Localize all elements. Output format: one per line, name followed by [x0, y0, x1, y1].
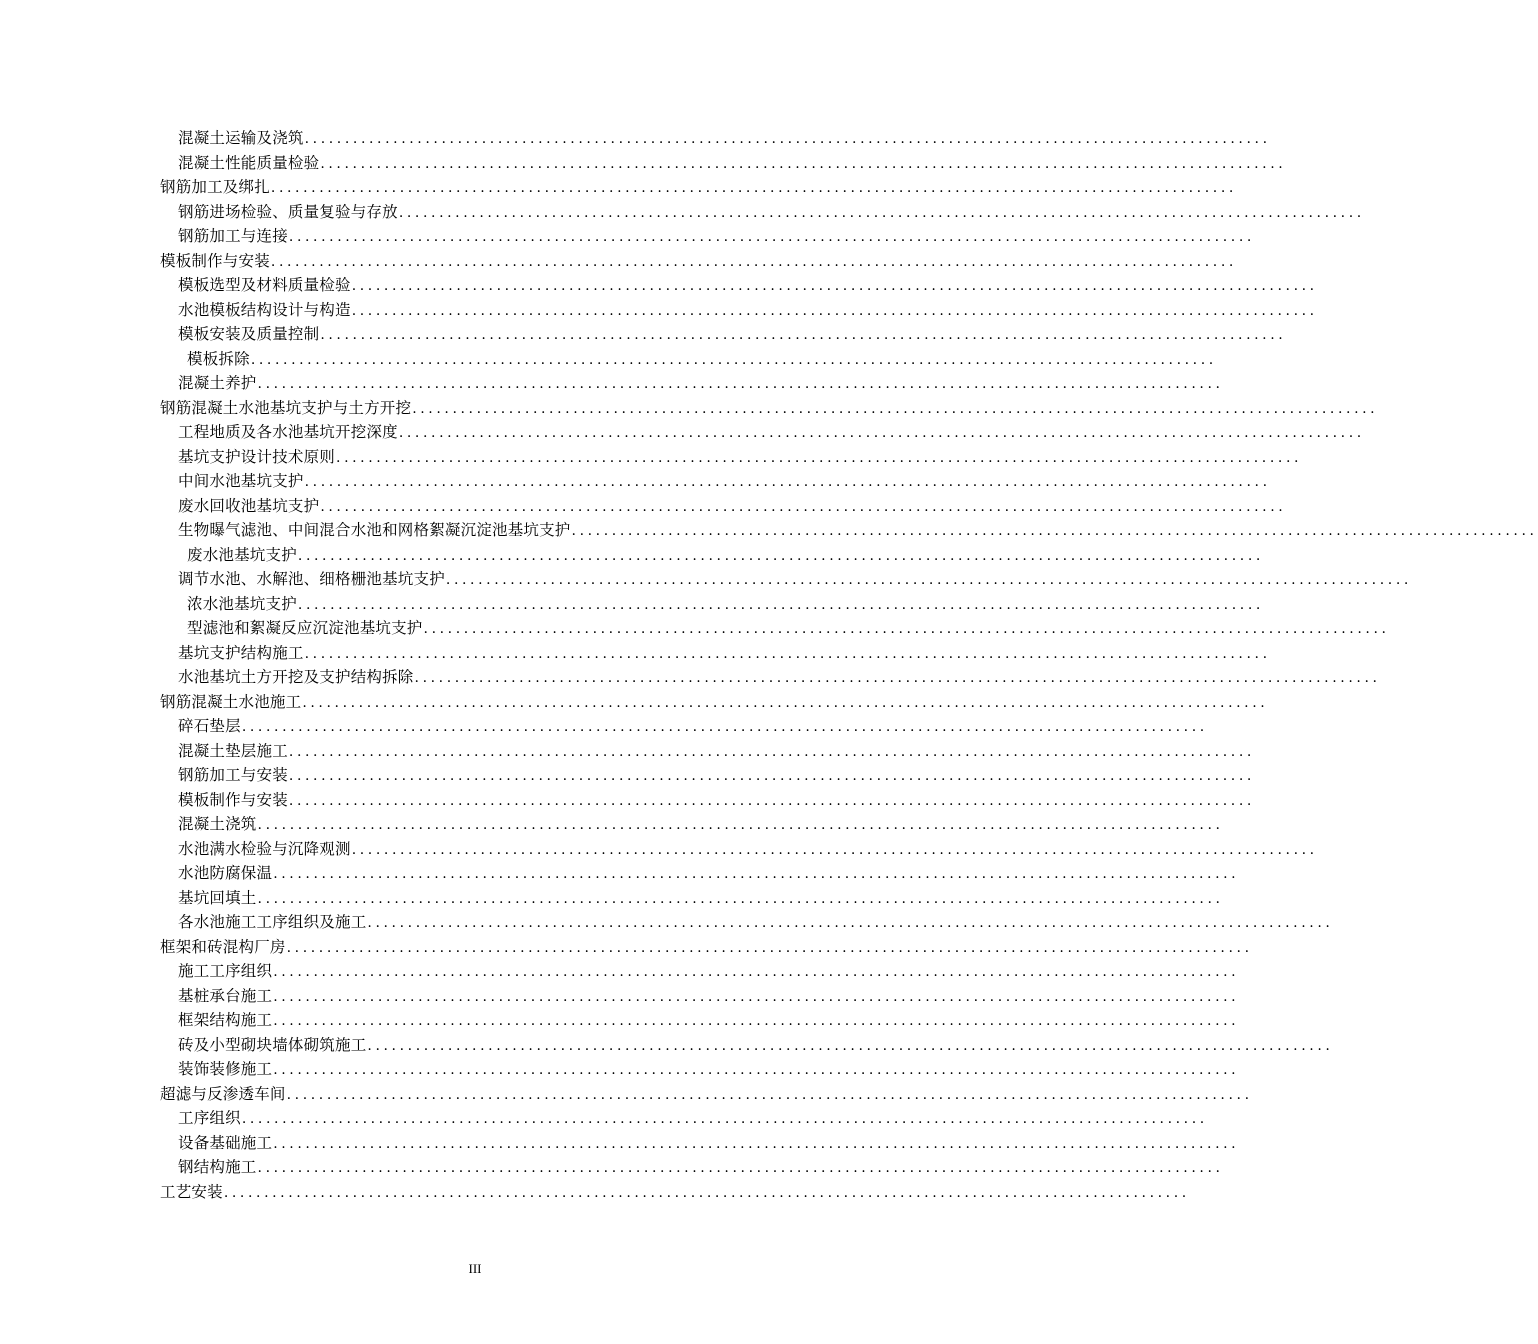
toc-leader-dots: ........................................................................................................................: [286, 1086, 1253, 1103]
toc-entry-title: 装饰装修施工: [178, 1060, 273, 1078]
toc-leader-dots: ........................................................................................................................: [297, 596, 1264, 613]
toc-leader-dots: ........................................................................................................................: [286, 939, 1253, 956]
toc-entry[interactable]: [160, 592, 1264, 617]
toc-entry[interactable]: [160, 224, 1255, 249]
toc-entry-title: 水池满水检验与沉降观测: [178, 839, 351, 858]
toc-entry[interactable]: [160, 1106, 1208, 1131]
toc-leader-dots: ........................................................................................................................: [241, 1111, 1208, 1127]
toc-leader-dots: ........................................................................................................................: [336, 449, 1303, 466]
toc-leader-dots: ........................................................................................................................: [351, 302, 1318, 319]
toc-leader-dots: ........................................................................................................................: [367, 915, 1334, 931]
toc-entry[interactable]: [160, 788, 1255, 813]
toc-leader-dots: ........................................................................................................................: [367, 1037, 1334, 1054]
toc-entry-title: 混凝土垫层施工: [178, 741, 288, 760]
toc-entry[interactable]: [160, 518, 1538, 543]
toc-leader-dots: ........................................................................................................................: [320, 498, 1287, 515]
toc-leader-dots: ........................................................................................................................: [320, 327, 1287, 343]
toc-entry-title: 模板选型及材料质量检验: [178, 276, 351, 294]
toc-entry-title: 钢筋加工与安装: [178, 766, 288, 784]
toc-entry[interactable]: [160, 861, 1240, 886]
toc-entry-title: 砖及小型砌块墙体砌筑施工: [178, 1035, 367, 1054]
toc-entry[interactable]: [160, 151, 1287, 176]
toc-entry-title: 钢筋加工与连接: [178, 227, 288, 245]
toc-leader-dots: ........................................................................................................................: [273, 1013, 1240, 1029]
toc-leader-dots: ........................................................................................................................: [351, 841, 1318, 858]
toc-leader-dots: ........................................................................................................................: [297, 547, 1264, 564]
toc-entry[interactable]: [160, 200, 1365, 225]
toc-entry-title: 模板制作与安装: [160, 251, 270, 270]
toc-leader-dots: ........................................................................................................................: [270, 253, 1237, 270]
toc-entry[interactable]: [160, 1033, 1334, 1058]
toc-leader-dots: ........................................................................................................................: [571, 523, 1538, 539]
toc-entry[interactable]: [160, 322, 1287, 347]
toc-entry[interactable]: [160, 935, 1253, 960]
toc-entry-title: 废水池基坑支护: [187, 545, 297, 564]
toc-leader-dots: ........................................................................................................................: [288, 768, 1255, 784]
toc-entry-title: 工序组织: [178, 1109, 241, 1127]
toc-leader-dots: ........................................................................................................................: [445, 572, 1412, 588]
toc-entry-title: 混凝土浇筑: [178, 815, 257, 833]
toc-leader-dots: ........................................................................................................................: [288, 229, 1255, 245]
toc-entry-title: 超滤与反渗透车间: [160, 1084, 286, 1103]
toc-leader-dots: ........................................................................................................................: [414, 670, 1381, 686]
toc-leader-dots: ........................................................................................................................: [273, 1135, 1240, 1152]
toc-entry[interactable]: [160, 273, 1318, 298]
toc-entry-title: 基坑支护结构施工: [178, 643, 304, 662]
toc-leader-dots: ........................................................................................................................: [257, 376, 1224, 392]
toc-entry[interactable]: [160, 1082, 1253, 1107]
toc-entry-title: 工程地质及各水池基坑开挖深度: [178, 423, 398, 441]
toc-entry[interactable]: [160, 763, 1255, 788]
toc-entry-title: 基坑支护设计技术原则: [178, 447, 336, 466]
toc-entry[interactable]: [160, 543, 1264, 568]
toc-entry-title: 钢筋进场检验、质量复验与存放: [178, 202, 398, 221]
toc-leader-dots: ........................................................................................................................: [241, 719, 1208, 735]
toc-entry-title: 钢筋加工及绑扎: [160, 178, 270, 196]
toc-entry[interactable]: [160, 984, 1240, 1009]
toc-entry-title: 浓水池基坑支护: [187, 594, 297, 613]
toc-entry[interactable]: [160, 175, 1237, 200]
toc-entry-title: 框架和砖混构厂房: [160, 937, 286, 956]
toc-leader-dots: ........................................................................................................................: [273, 1062, 1240, 1078]
toc-entry[interactable]: [160, 396, 1379, 421]
toc-leader-dots: ........................................................................................................................: [423, 621, 1390, 637]
toc-leader-dots: ........................................................................................................................: [288, 743, 1255, 760]
toc-entry-title: 模板安装及质量控制: [178, 325, 320, 343]
toc-entry[interactable]: [160, 910, 1334, 935]
toc-leader-dots: ........................................................................................................................: [304, 645, 1271, 662]
toc-entry[interactable]: [160, 249, 1237, 274]
toc-entry[interactable]: [160, 494, 1287, 519]
toc-entry-title: 水池基坑土方开挖及支护结构拆除: [178, 668, 414, 686]
toc-entry[interactable]: [160, 1155, 1224, 1180]
toc-leader-dots: ........................................................................................................................: [250, 351, 1217, 368]
toc-leader-dots: ........................................................................................................................: [412, 400, 1379, 417]
toc-entry[interactable]: [160, 739, 1255, 764]
toc-leader-dots: ........................................................................................................................: [273, 866, 1240, 882]
toc-entry-title: 混凝土性能质量检验: [178, 153, 320, 172]
toc-leader-dots: ........................................................................................................................: [223, 1184, 1190, 1201]
toc-leader-dots: ........................................................................................................................: [320, 155, 1287, 172]
toc-entry-title: 基坑回填土: [178, 888, 257, 907]
toc-entry-title: 施工工序组织: [178, 962, 273, 980]
toc-leader-dots: ........................................................................................................................: [257, 1160, 1224, 1176]
toc-entry-title: 各水池施工工序组织及施工: [178, 913, 367, 931]
toc-entry-title: 水池模板结构设计与构造: [178, 300, 351, 319]
toc-entry[interactable]: [160, 837, 1318, 862]
toc-entry[interactable]: [160, 567, 1412, 592]
toc-entry[interactable]: [160, 298, 1318, 323]
toc-entry[interactable]: [160, 1057, 1240, 1082]
toc-entry-title: 钢筋混凝土水池施工: [160, 692, 302, 711]
toc-entry[interactable]: [160, 886, 1224, 911]
toc-entry[interactable]: [160, 616, 1390, 641]
toc-leader-dots: ........................................................................................................................: [302, 694, 1269, 711]
toc-entry-title: 调节水池、水解池、细格栅池基坑支护: [178, 570, 445, 588]
toc-entry-title: 水池防腐保温: [178, 864, 273, 882]
toc-entry-title: 模板制作与安装: [178, 790, 288, 809]
toc-entry[interactable]: [160, 445, 1303, 470]
toc-leader-dots: ........................................................................................................................: [304, 131, 1271, 147]
toc-entry[interactable]: [160, 420, 1365, 445]
toc-entry-title: 基桩承台施工: [178, 986, 273, 1005]
toc-leader-dots: ........................................................................................................................: [273, 964, 1240, 980]
toc-leader-dots: ........................................................................................................................: [257, 890, 1224, 907]
toc-entry-title: 钢结构施工: [178, 1158, 257, 1176]
page-number: III: [468, 1261, 482, 1276]
toc-entry[interactable]: [160, 347, 1217, 372]
toc-entry-title: 框架结构施工: [178, 1011, 273, 1029]
toc-entry[interactable]: [160, 371, 1224, 396]
toc-entry-title: 钢筋混凝土水池基坑支护与土方开挖: [160, 398, 412, 417]
toc-entry-title: 混凝土运输及浇筑: [178, 129, 304, 147]
toc-entry-title: 中间水池基坑支护: [178, 472, 304, 490]
toc-entry-title: 模板拆除: [187, 349, 250, 368]
toc-entry[interactable]: [160, 1008, 1240, 1033]
toc-entry-title: 型滤池和絮凝反应沉淀池基坑支护: [187, 619, 423, 637]
toc-leader-dots: ........................................................................................................................: [351, 278, 1318, 294]
toc-entry[interactable]: [160, 641, 1271, 666]
toc-entry[interactable]: [160, 469, 1271, 494]
toc-leader-dots: ........................................................................................................................: [288, 792, 1255, 809]
toc-leader-dots: ........................................................................................................................: [257, 817, 1224, 833]
toc-entry[interactable]: [160, 690, 1269, 715]
toc-entry[interactable]: [160, 1131, 1240, 1156]
toc-entry-title: 设备基础施工: [178, 1133, 273, 1152]
toc-entry[interactable]: [160, 812, 1224, 837]
toc-entry[interactable]: [160, 959, 1240, 984]
toc-entry[interactable]: [160, 665, 1381, 690]
toc-entry-title: 生物曝气滤池、中间混合水池和网格絮凝沉淀池基坑支护: [178, 521, 571, 539]
toc-entry-title: 混凝土养护: [178, 374, 257, 392]
toc-entry[interactable]: [160, 714, 1208, 739]
toc-entry-title: 废水回收池基坑支护: [178, 496, 320, 515]
toc-entry[interactable]: [160, 1180, 1190, 1205]
toc-leader-dots: ........................................................................................................................: [304, 474, 1271, 490]
toc-entry-title: 工艺安装: [160, 1182, 223, 1201]
table-of-contents: [160, 126, 1538, 1204]
toc-entry[interactable]: [160, 126, 1271, 151]
toc-entry-title: 碎石垫层: [178, 717, 241, 735]
toc-leader-dots: ........................................................................................................................: [398, 425, 1365, 441]
toc-leader-dots: ........................................................................................................................: [398, 204, 1365, 221]
toc-leader-dots: ........................................................................................................................: [273, 988, 1240, 1005]
toc-leader-dots: ........................................................................................................................: [270, 180, 1237, 196]
